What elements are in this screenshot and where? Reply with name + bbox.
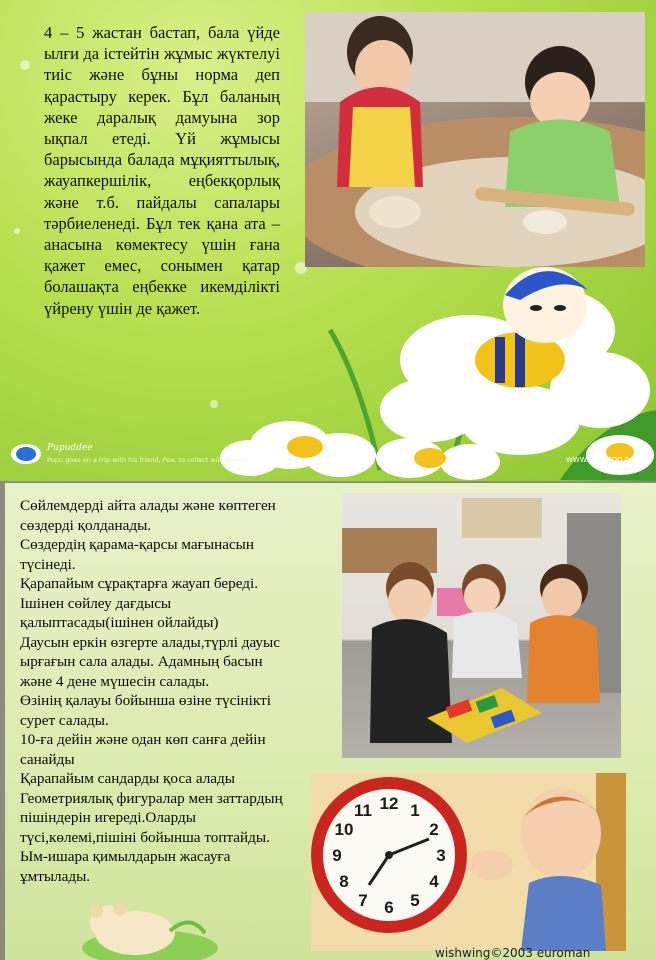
skills-list: [20, 496, 310, 886]
clock-numeral: 1: [410, 801, 420, 820]
skills-list-line: санайды: [20, 750, 75, 768]
skills-list-line: сурет салады.: [20, 711, 109, 729]
skills-list-line: Геометриялық фигуралар мен заттардың: [20, 789, 283, 807]
sleeping-bear-illustration: [80, 903, 220, 960]
skills-list-line: Өзінің қалауы бойынша өзіне түсінікті: [20, 692, 271, 709]
skills-list-line: түсі,көлемі,пішіні бойынша топтайды.: [20, 828, 270, 846]
skills-list-line: түсінеді.: [20, 555, 76, 573]
clock-numeral: 5: [410, 891, 420, 910]
clock-numeral: 12: [379, 794, 399, 813]
skills-list-line: Даусын еркін өзгерте алады,түрлі дауыс: [20, 633, 280, 651]
skills-list-line: және 4 дене мүшесін салады.: [20, 672, 210, 690]
skills-list-line: Ым-ишара қимылдарын жасауға: [20, 848, 231, 865]
clock-numeral: 6: [384, 898, 394, 917]
clock-numeral: 9: [332, 846, 342, 865]
site-watermark: WWW.IPALLCOO.COM: [566, 456, 641, 464]
clock-numeral: 7: [358, 891, 368, 910]
photo-children-playing-blocks: [342, 493, 621, 758]
skills-list-line: Ішінен сөйлеу дағдысы: [20, 594, 172, 612]
skills-list-line: сөздерді қолданады.: [20, 516, 152, 534]
clock-numeral: 8: [339, 872, 349, 891]
illustration-credit-title: Pupuddee: [47, 443, 93, 453]
skills-list-line: пішіндерін игереді.Оларды: [20, 809, 196, 826]
clock-numeral: 10: [334, 820, 354, 839]
skills-list-line: қалыптасады(ішінен ойлайды): [20, 614, 219, 631]
slide-development-skills: [5, 483, 656, 960]
skills-list-line: Қарапайым сандарды қоса алады: [20, 770, 235, 787]
pupuddee-logo-icon: [10, 442, 42, 464]
clock-numeral: 2: [429, 820, 439, 839]
skills-list-line: 10-ға дейін және одан көп санға дейін: [20, 731, 266, 748]
skills-list-line: Сөйлемдерді айта алады және көптеген: [20, 497, 276, 514]
copyright-footer: wishwing©2003 euroman: [435, 946, 591, 960]
clock-numeral: 4: [429, 872, 439, 891]
skills-list-line: ұмтылады.: [20, 867, 91, 885]
skills-list-line: Сөздердің қарама-қарсы мағынасын: [20, 536, 255, 553]
photo-boy-with-clock: [311, 773, 626, 951]
clock-numeral: 11: [354, 801, 372, 820]
skills-list-line: ырғағын сала алады. Адамның басын: [20, 653, 263, 670]
skills-list-line: Қарапайым сұрақтарға жауап береді.: [20, 575, 259, 592]
clock-numeral: 3: [436, 846, 446, 865]
household-chores-paragraph: 4 – 5 жастан бастап, бала үйде ылғи да істейтін жұмыс жүктелуі тиіс және бұны норма деп қарастыру керек. Бұл баланың жеке даралық дамуына зор ықпал етеді. Үй жұмысы барысында балада мұқияттылық, жауапкершілік, еңбекқорлық және т.б. пайдалы сапалары тәрбиеленеді. Бұл тек қана ата – анасына көмектесу үшін ғана қажет емес, сонымен қатар болашақта еңбекке икемділікті үйрену үшін де қажет.: [44, 23, 280, 318]
illustration-credit-text: Pupu goes on a trip with his friend, Pea, to collect wild flowers.: [47, 456, 251, 464]
